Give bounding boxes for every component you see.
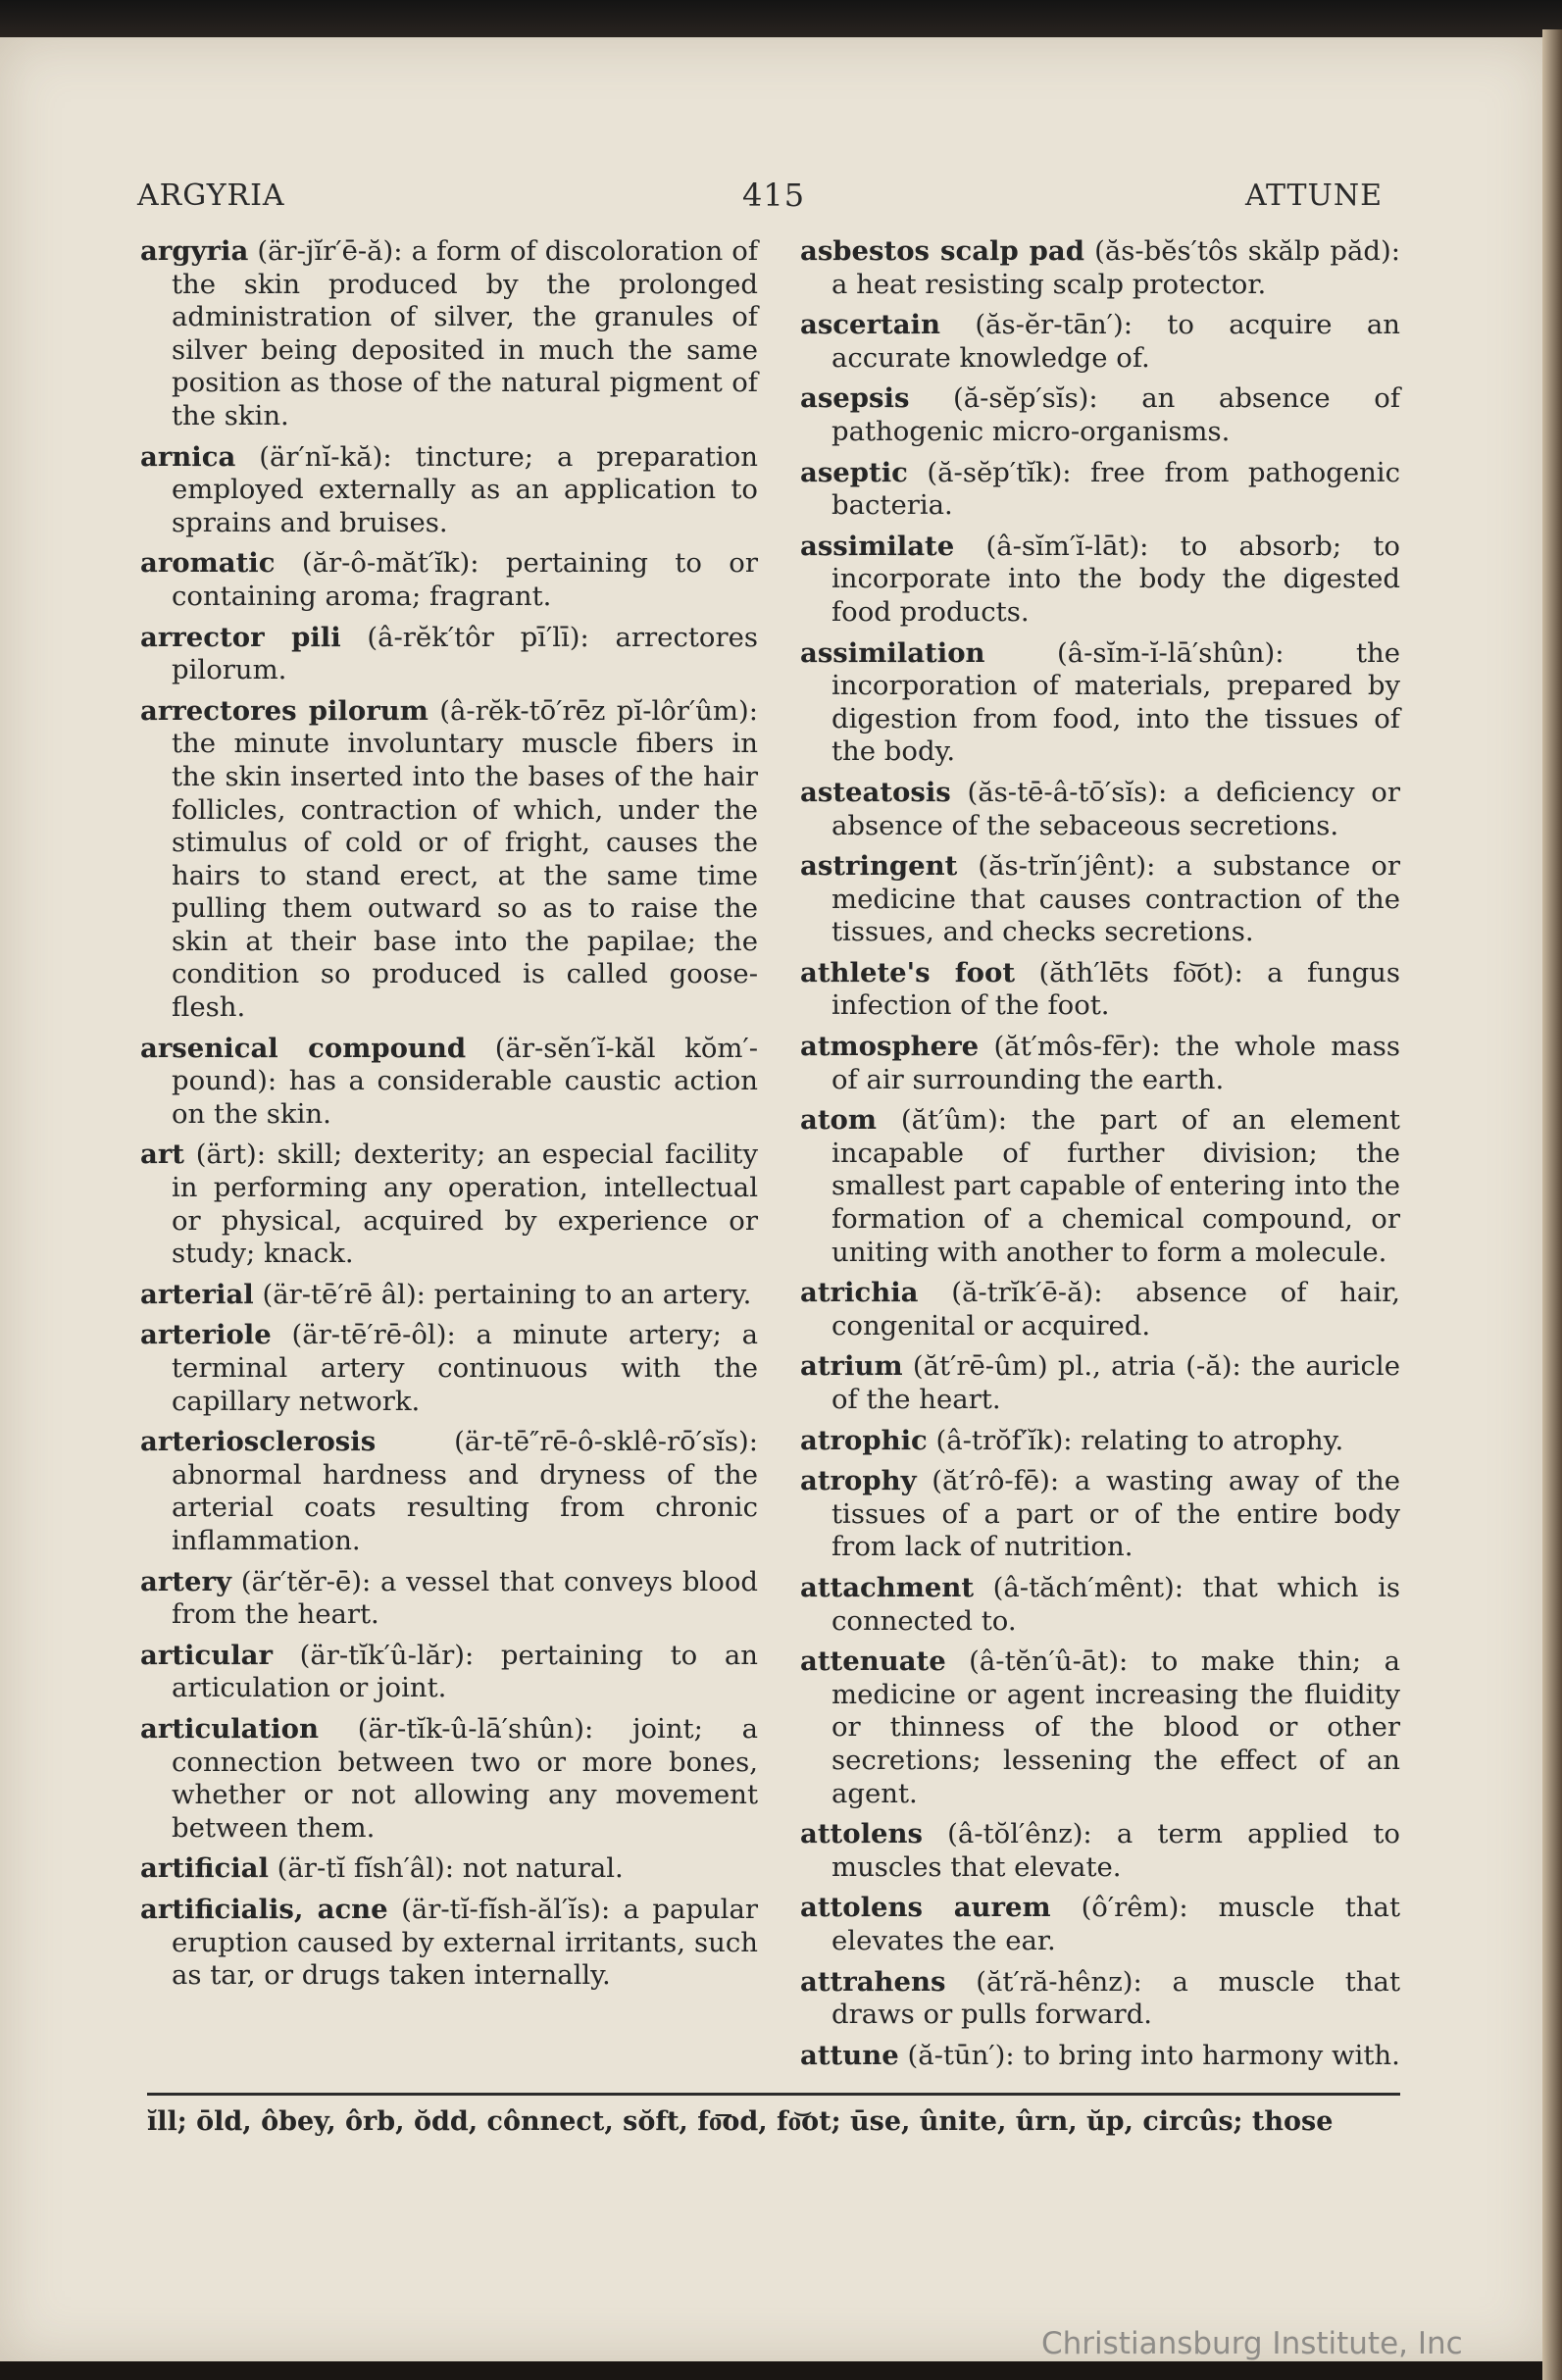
entry-definition: (â-rĕk′tôr pī′lī): arrectores pilorum.	[172, 621, 758, 686]
entry-definition: (ăt′ră-hênz): a muscle that draws or pulls forward.	[831, 1965, 1400, 2031]
dictionary-entry	[140, 235, 758, 433]
dictionary-entry	[140, 1426, 758, 1557]
entry-headword: asteatosis	[800, 776, 951, 808]
entry-headword: attrahens	[800, 1965, 946, 1998]
dictionary-entry	[800, 457, 1400, 523]
dictionary-entry	[800, 235, 1400, 301]
entry-headword: asepsis	[800, 382, 910, 415]
dictionary-entry	[800, 1966, 1400, 2032]
entry-definition: (â-tŏl′ênz): a term applied to muscles that elevate.	[831, 1818, 1400, 1883]
entry-headword: astringent	[800, 850, 958, 883]
entry-definition: (ăs-trĭn′jênt): a substance or medicine that causes contraction of the tissues, and checks secretions.	[831, 850, 1400, 948]
entry-definition: (â-tăch′mênt): that which is connected to.	[831, 1571, 1400, 1637]
dictionary-entry	[140, 1894, 758, 1993]
entry-definition: (â-sĭm-ĭ-lā′shûn): the incorporation of materials, prepared by digestion from food, into the tissues of the body.	[831, 636, 1400, 768]
dictionary-entry	[140, 1319, 758, 1418]
entry-definition: (är-tē″rē-ô-sklê-rō′sĭs): abnormal hardness and dryness of the arterial coats resulting from chronic inflammation.	[172, 1426, 758, 1556]
entry-headword: arrector pili	[140, 621, 341, 653]
pronunciation-key: ĭll; ōld, ôbey, ôrb, ŏdd, cônnect, sŏft, fo͞od, fo͝ot; ūse, ûnite, ûrn, ŭp, circûs; those	[147, 2106, 1334, 2137]
dictionary-entry	[140, 1139, 758, 1270]
entry-headword: attolens aurem	[800, 1892, 1051, 1924]
entry-headword: arteriole	[140, 1319, 272, 1351]
entry-headword: artery	[140, 1565, 231, 1597]
entry-headword: attolens	[800, 1818, 923, 1850]
entry-headword: attune	[800, 2039, 899, 2071]
entry-definition: (ăr-ô-măt′ĭk): pertaining to or containing aroma; fragrant.	[172, 547, 758, 612]
dictionary-entry	[140, 1033, 758, 1132]
entry-headword: aseptic	[800, 456, 908, 488]
dictionary-entry	[140, 441, 758, 540]
entry-headword: articular	[140, 1639, 273, 1671]
entry-definition: (är-tĭk′û-lăr): pertaining to an articulation or joint.	[172, 1639, 758, 1704]
dictionary-entry	[800, 1031, 1400, 1096]
dictionary-entry	[800, 777, 1400, 842]
entry-definition: (ăth′lēts fo͝ot): a fungus infection of the foot.	[831, 956, 1400, 1022]
entry-headword: attenuate	[800, 1646, 946, 1678]
entry-headword: articulation	[140, 1712, 319, 1745]
entry-definition: (ă-tūn′): to bring into harmony with.	[907, 2039, 1400, 2071]
watermark: Christiansburg Institute, Inc	[1041, 2326, 1463, 2361]
entry-headword: atrophy	[800, 1465, 917, 1497]
entry-definition: (är-tĭk-û-lā′shûn): joint; a connection between two or more bones, whether or not allowing any movement between them.	[172, 1712, 758, 1844]
entry-headword: asbestos scalp pad	[800, 235, 1084, 267]
entry-headword: argyria	[140, 235, 249, 267]
entry-headword: ascertain	[800, 309, 940, 341]
dictionary-entry	[800, 1892, 1400, 1957]
left-column	[140, 235, 758, 2000]
dictionary-entry	[800, 850, 1400, 949]
entry-definition: (â-tĕn′û-āt): to make thin; a medicine or agent increasing the fluidity or thinness of the blood or other secretions; lessening the effect of an agent.	[831, 1646, 1400, 1809]
dictionary-entry	[800, 309, 1400, 375]
dictionary-entry	[800, 1425, 1400, 1458]
page-number: 415	[742, 177, 806, 214]
entry-definition: (är′tĕr-ē): a vessel that conveys blood from the heart.	[172, 1565, 758, 1631]
entry-definition: (â-trŏf′ĭk): relating to atrophy.	[935, 1424, 1344, 1456]
dictionary-entry	[800, 1646, 1400, 1810]
entry-definition: (är-tĭ-fĭsh-ăl′ĭs): a papular eruption caused by external irritants, such as tar, or drugs taken internally.	[172, 1893, 759, 1992]
entry-definition: (ăt′ûm): the part of an element incapable of further division; the smallest part capable of entering into the formation of a chemical compound, or uniting with another to form a molecule.	[831, 1104, 1400, 1268]
entry-headword: assimilation	[800, 636, 985, 669]
dictionary-entry	[140, 1566, 758, 1632]
entry-definition: (ă-sĕp′sĭs): an absence of pathogenic micro-organisms.	[831, 382, 1400, 447]
dictionary-entry	[800, 531, 1400, 630]
entry-definition: (ô′rêm): muscle that elevates the ear.	[831, 1892, 1400, 1956]
dictionary-entry	[140, 1852, 758, 1886]
entry-headword: attachment	[800, 1571, 975, 1603]
entry-headword: atrium	[800, 1350, 903, 1383]
entry-headword: arsenical compound	[140, 1032, 467, 1064]
dictionary-entry	[800, 957, 1400, 1023]
dictionary-entry	[800, 382, 1400, 448]
dictionary-entry	[140, 547, 758, 613]
entry-headword: artificialis, acne	[140, 1893, 388, 1925]
entry-definition: (är-tē′rē-ôl): a minute artery; a terminal artery continuous with the capillary network.	[172, 1319, 758, 1417]
right-column	[800, 235, 1400, 2080]
dictionary-entry	[800, 1277, 1400, 1342]
entry-headword: atmosphere	[800, 1031, 980, 1063]
entry-headword: atom	[800, 1104, 877, 1137]
entry-headword: athlete's foot	[800, 956, 1016, 988]
entry-headword: aromatic	[140, 547, 276, 580]
entry-definition: (är′nĭ-kă): tincture; a preparation employed externally as an application to sprains and bruises.	[172, 440, 758, 538]
entry-definition: (â-sĭm′ĭ-lāt): to absorb; to incorporate into the body the digested food products.	[831, 530, 1400, 628]
entry-definition: (ă-trĭk′ē-ă): absence of hair, congenital or acquired.	[831, 1277, 1400, 1342]
running-header	[137, 178, 1383, 218]
entry-definition: (ăt′môs-fēr): the whole mass of air surrounding the earth.	[831, 1031, 1400, 1095]
dictionary-entry	[140, 1279, 758, 1312]
entry-headword: art	[140, 1139, 185, 1171]
page-edge	[1542, 29, 1562, 2380]
dictionary-entry	[140, 1713, 758, 1845]
dictionary-entry	[800, 1572, 1400, 1638]
entry-definition: (är-tē′rē âl): pertaining to an artery.	[262, 1278, 752, 1310]
entry-definition: (ăs-tē-â-tō′sĭs): a deficiency or absence of the sebaceous secretions.	[831, 776, 1400, 841]
entry-headword: atrophic	[800, 1424, 928, 1456]
entry-definition: (ärt): skill; dexterity; an especial facility in performing any operation, intellectual or physical, acquired by experience or study; knack.	[172, 1139, 758, 1270]
dictionary-entry	[800, 1104, 1400, 1269]
header-last-word: ATTUNE	[1244, 178, 1383, 213]
entry-definition: (ăs-ĕr-tān′): to acquire an accurate knowledge of.	[831, 309, 1400, 374]
entry-headword: artificial	[140, 1852, 269, 1885]
entry-headword: arterial	[140, 1278, 254, 1310]
page-top-shadow	[0, 0, 1562, 39]
entry-definition: (är-sĕn′ĭ-kăl kŏm′-pound): has a considerable caustic action on the skin.	[172, 1032, 758, 1130]
dictionary-entry	[140, 1640, 758, 1705]
header-first-word: ARGYRIA	[137, 178, 285, 213]
dictionary-entry	[800, 637, 1400, 769]
entry-definition: (ă-sĕp′tĭk): free from pathogenic bacteria.	[831, 456, 1400, 522]
entry-definition: (ăs-bĕs′tôs skălp păd): a heat resisting scalp protector.	[831, 235, 1400, 300]
dictionary-entry	[800, 1465, 1400, 1564]
entry-headword: arteriosclerosis	[140, 1426, 377, 1458]
entry-definition: (â-rĕk-tō′rēz pĭ-lôr′ûm): the minute involuntary muscle fibers in the skin inserted into the bases of the hair follicles, contraction of which, under the stimulus of cold or of fright, causes the hairs to stand erect, at the same time pulling them outward so as to raise the skin at their base into the papilae; the condition so produced is called goose-flesh.	[172, 694, 759, 1024]
dictionary-entry	[140, 622, 758, 687]
entry-headword: atrichia	[800, 1277, 919, 1309]
dictionary-entry	[140, 695, 758, 1025]
dictionary-entry	[800, 1818, 1400, 1884]
entry-headword: arnica	[140, 440, 236, 473]
entry-definition: (är-tĭ fĭsh′âl): not natural.	[277, 1852, 624, 1885]
entry-headword: assimilate	[800, 530, 955, 562]
entry-definition: (är-jĭr′ē-ă): a form of discoloration of the skin produced by the prolonged administration of silver, the granules of silver being deposited in much the same position as those of the natural pigment of the skin.	[172, 235, 758, 431]
dictionary-entry	[800, 2040, 1400, 2073]
entry-headword: arrectores pilorum	[140, 694, 428, 727]
dictionary-entry	[800, 1350, 1400, 1416]
entry-definition: (ăt′rē-ûm) pl., atria (-ă): the auricle of the heart.	[831, 1350, 1400, 1415]
entry-definition: (ăt′rô-fē): a wasting away of the tissues of a part or of the entire body from lack of nutrition.	[831, 1465, 1400, 1563]
footer-rule	[147, 2093, 1400, 2096]
